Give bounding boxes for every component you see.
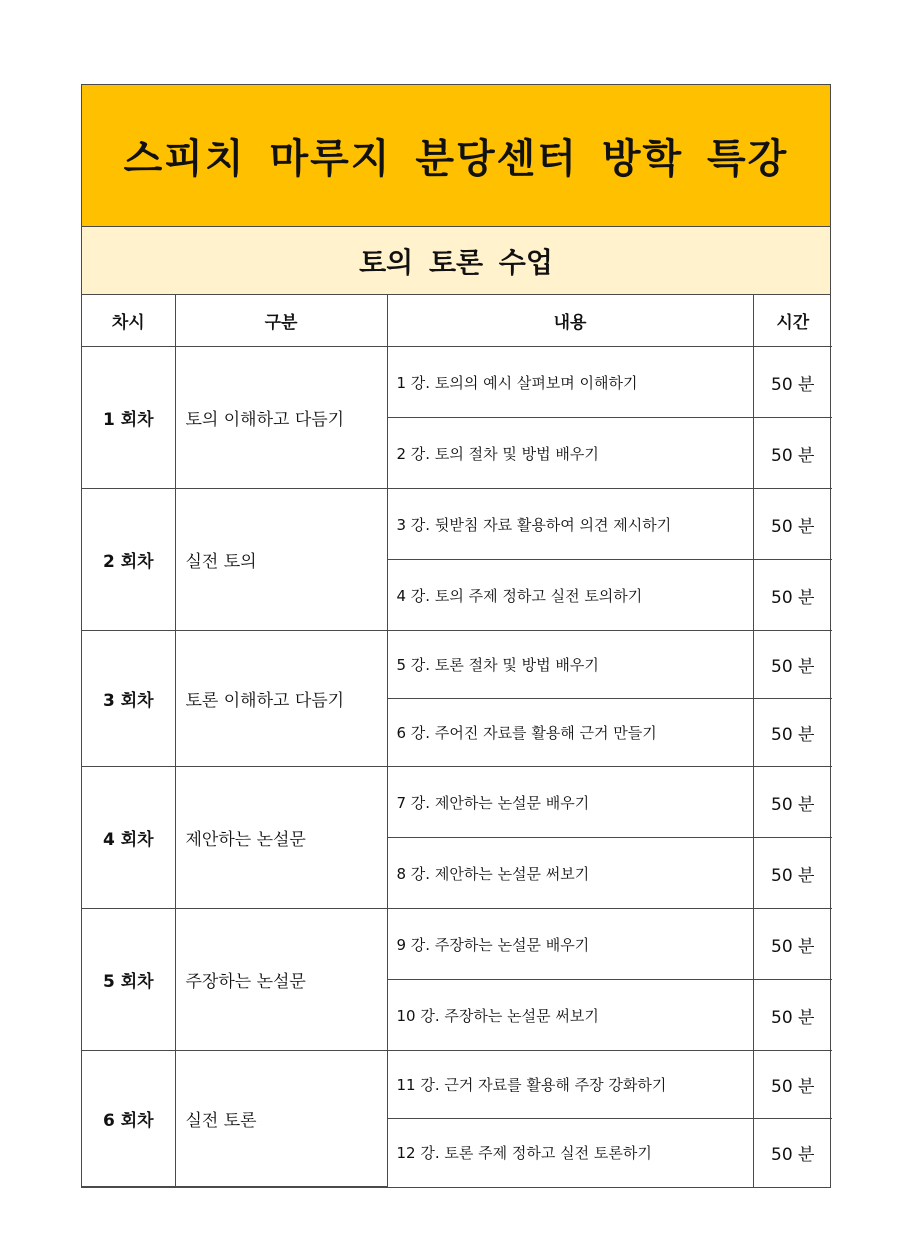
header-time: 시간 (753, 295, 832, 347)
schedule-body (82, 347, 832, 1187)
table-row (82, 767, 832, 838)
header-content: 내용 (387, 295, 753, 347)
table-row (82, 1051, 832, 1119)
header-category: 구분 (175, 295, 387, 347)
category-cell: 실전 토론 (175, 1051, 387, 1187)
schedule-table (82, 295, 832, 1187)
title-banner (82, 85, 830, 227)
lesson-content-cell: 2 강. 토의 절차 및 방법 배우기 (387, 418, 753, 489)
session-cell: 5 회차 (82, 909, 175, 1051)
subtitle-banner (82, 227, 830, 295)
lesson-content-cell: 6 강. 주어진 자료를 활용해 근거 만들기 (387, 699, 753, 767)
lesson-time-cell: 50 분 (753, 767, 832, 838)
session-cell: 6 회차 (82, 1051, 175, 1187)
lesson-time-cell: 50 분 (753, 909, 832, 980)
lesson-time-cell: 50 분 (753, 1051, 832, 1119)
schedule-document (81, 84, 831, 1188)
session-cell: 2 회차 (82, 489, 175, 631)
lesson-time-cell: 50 분 (753, 838, 832, 909)
lesson-content-cell: 3 강. 뒷받침 자료 활용하여 의견 제시하기 (387, 489, 753, 560)
table-row (82, 489, 832, 560)
page-title: 스피치 마루지 분당센터 방학 특강 (123, 136, 789, 182)
lesson-content-cell: 5 강. 토론 절차 및 방법 배우기 (387, 631, 753, 699)
lesson-content-cell: 4 강. 토의 주제 정하고 실전 토의하기 (387, 560, 753, 631)
category-cell: 토론 이해하고 다듬기 (175, 631, 387, 767)
category-cell: 제안하는 논설문 (175, 767, 387, 909)
lesson-time-cell: 50 분 (753, 489, 832, 560)
lesson-time-cell: 50 분 (753, 1119, 832, 1187)
lesson-content-cell: 11 강. 근거 자료를 활용해 주장 강화하기 (387, 1051, 753, 1119)
lesson-content-cell: 12 강. 토론 주제 정하고 실전 토론하기 (387, 1119, 753, 1187)
lesson-time-cell: 50 분 (753, 980, 832, 1051)
table-header-row (82, 295, 832, 347)
lesson-content-cell: 9 강. 주장하는 논설문 배우기 (387, 909, 753, 980)
lesson-time-cell: 50 분 (753, 631, 832, 699)
lesson-content-cell: 7 강. 제안하는 논설문 배우기 (387, 767, 753, 838)
lesson-content-cell: 10 강. 주장하는 논설문 써보기 (387, 980, 753, 1051)
category-cell: 실전 토의 (175, 489, 387, 631)
lesson-time-cell: 50 분 (753, 347, 832, 418)
page-subtitle: 토의 토론 수업 (359, 245, 553, 279)
lesson-time-cell: 50 분 (753, 418, 832, 489)
session-cell: 1 회차 (82, 347, 175, 489)
lesson-time-cell: 50 분 (753, 699, 832, 767)
table-row (82, 909, 832, 980)
header-session: 차시 (82, 295, 175, 347)
table-row (82, 347, 832, 418)
session-cell: 3 회차 (82, 631, 175, 767)
session-cell: 4 회차 (82, 767, 175, 909)
lesson-content-cell: 8 강. 제안하는 논설문 써보기 (387, 838, 753, 909)
lesson-content-cell: 1 강. 토의의 예시 살펴보며 이해하기 (387, 347, 753, 418)
lesson-time-cell: 50 분 (753, 560, 832, 631)
table-row (82, 631, 832, 699)
category-cell: 주장하는 논설문 (175, 909, 387, 1051)
category-cell: 토의 이해하고 다듬기 (175, 347, 387, 489)
